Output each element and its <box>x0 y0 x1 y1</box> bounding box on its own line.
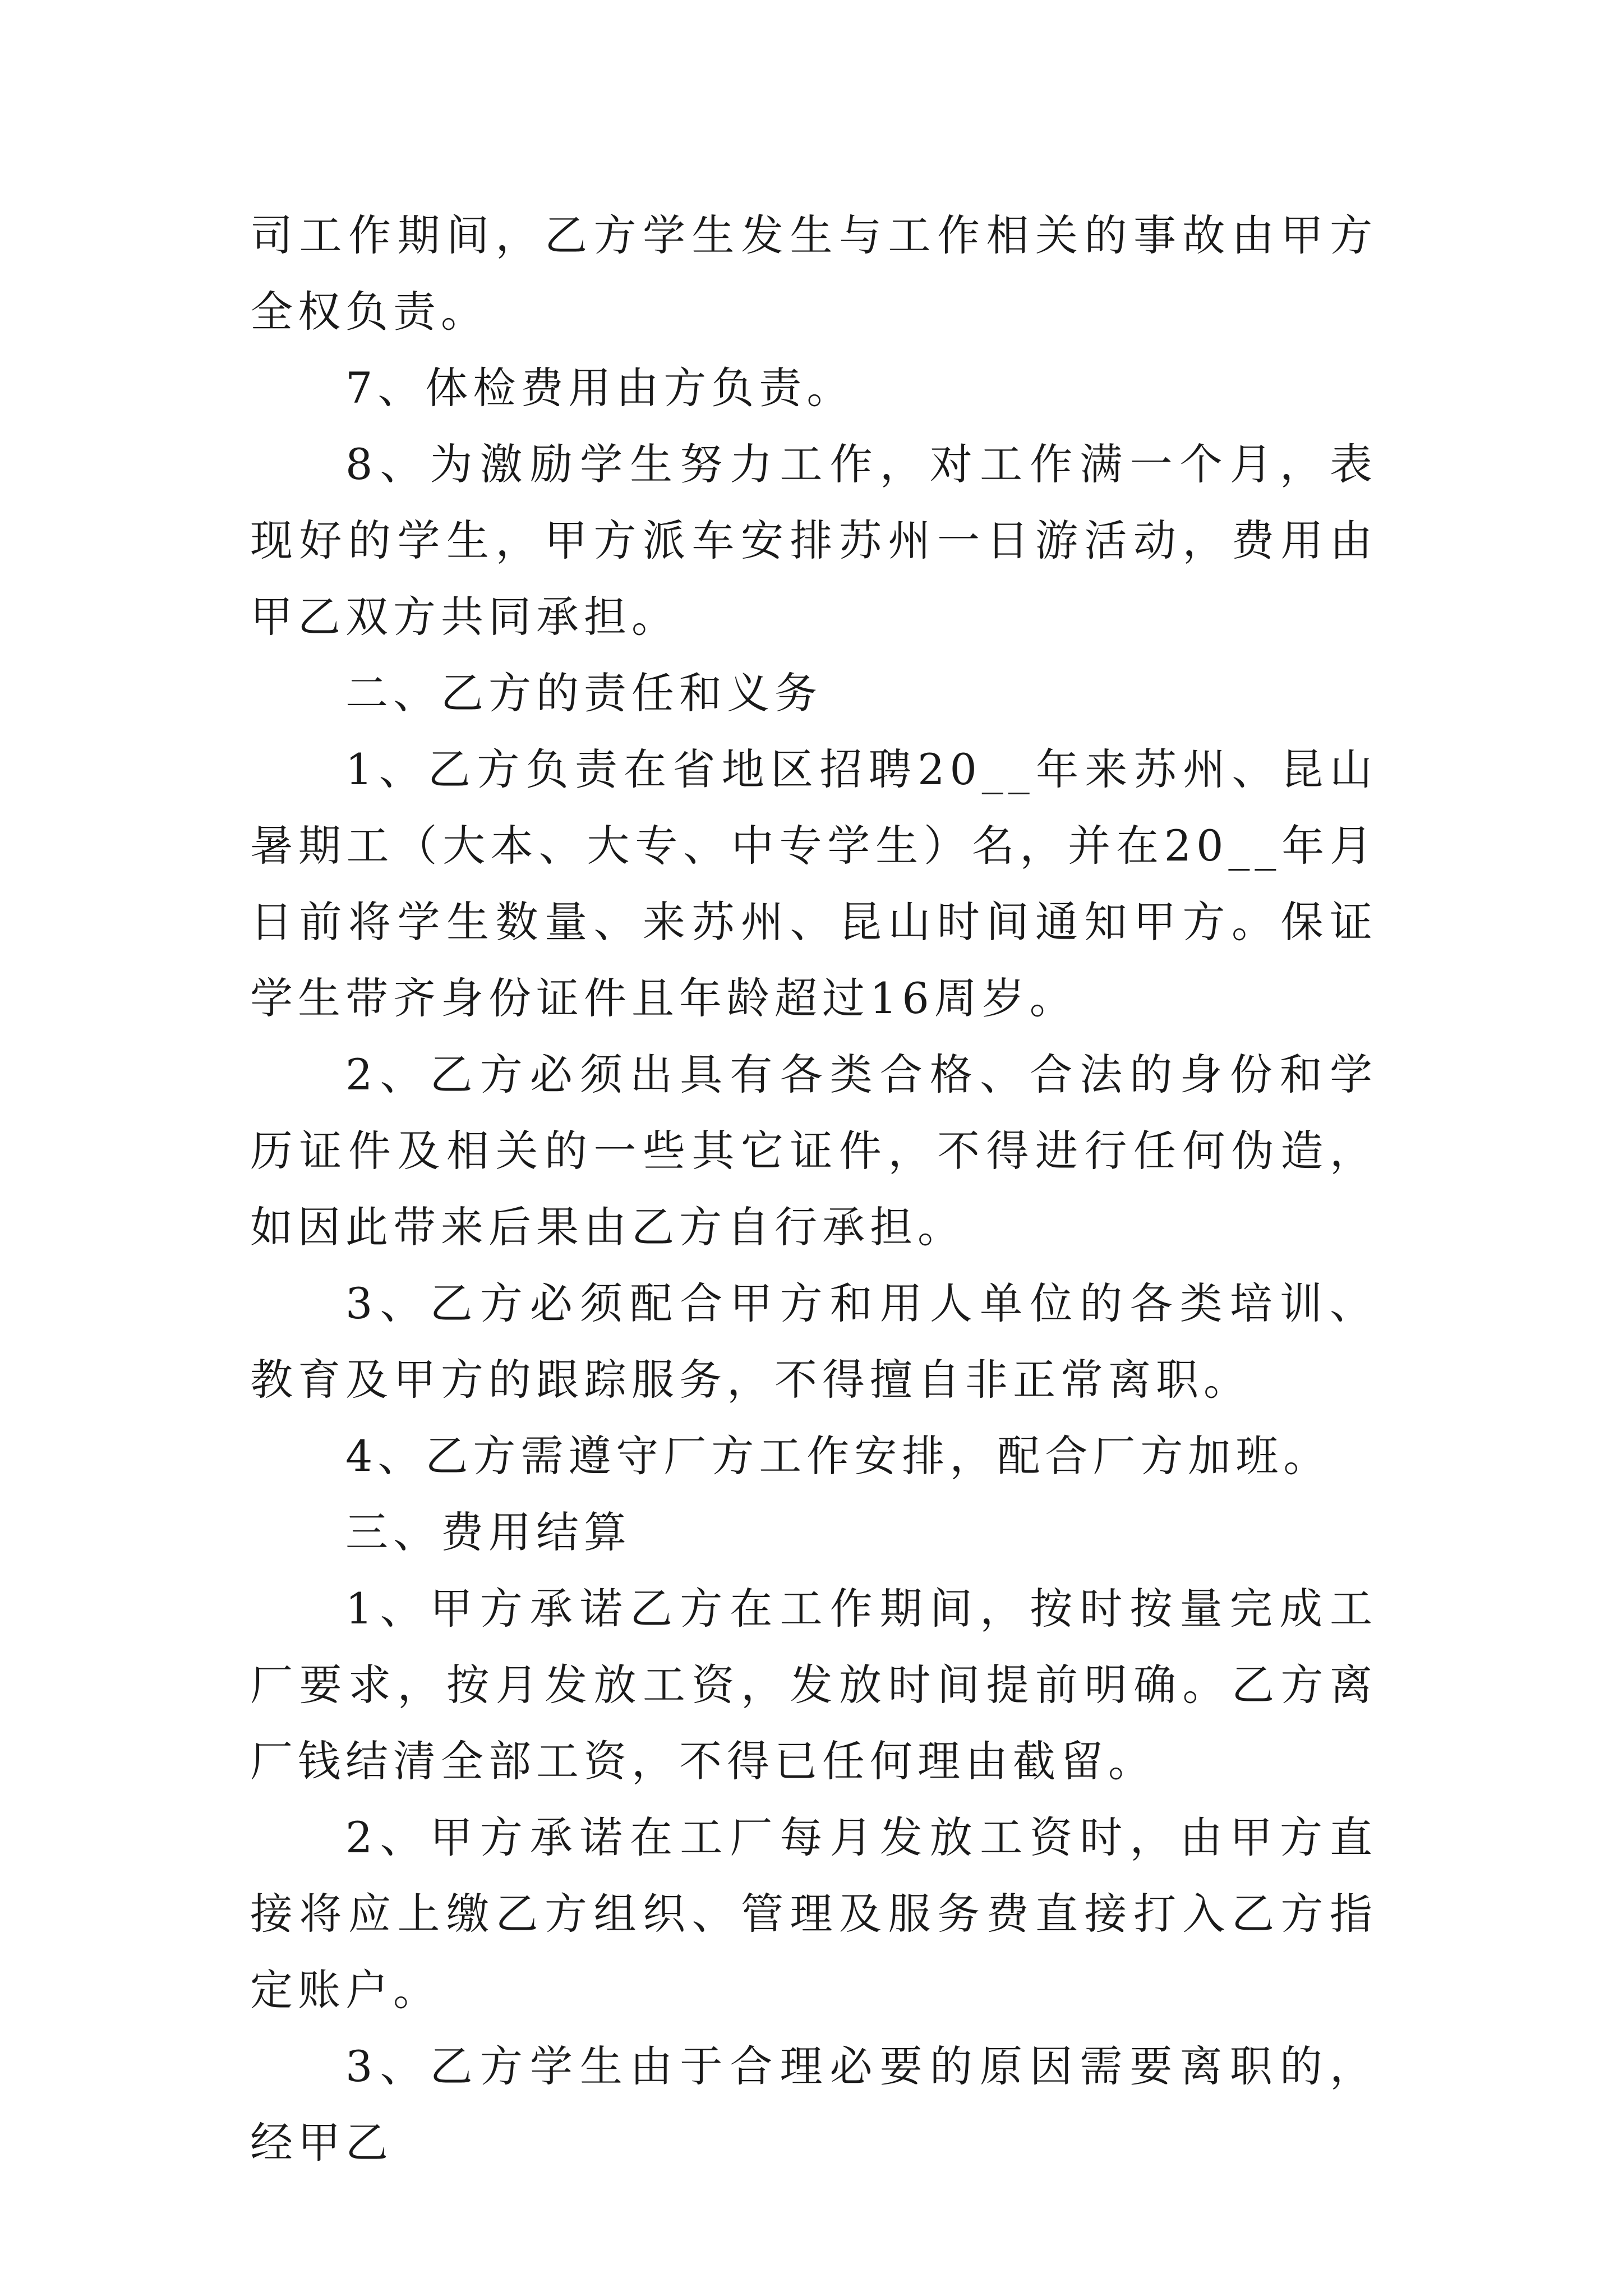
paragraph-continued: 司工作期间，乙方学生发生与工作相关的事故由甲方全权负责。 <box>250 210 1377 337</box>
paragraph-settlement-1: 1、甲方承诺乙方在工作期间，按时按量完成工厂要求，按月发放工资，发放时间提前明确。乙方离厂钱结清全部工资，不得已任何理由截留。 <box>250 1584 1377 1786</box>
paragraph-item-7: 7、体检费用由方负责。 <box>345 363 855 413</box>
section-heading-responsibilities: 二、乙方的责任和义务 <box>345 668 822 718</box>
paragraph-responsibility-3: 3、乙方必须配合甲方和用人单位的各类培训、教育及甲方的跟踪服务，不得擅自非正常离职。 <box>250 1278 1377 1405</box>
paragraph-responsibility-4: 4、乙方需遵守厂方工作安排，配合厂方加班。 <box>345 1431 1331 1481</box>
section-heading-settlement: 三、费用结算 <box>345 1507 631 1557</box>
paragraph-responsibility-1: 1、乙方负责在省地区招聘20__年来苏州、昆山暑期工（大本、大专、中专学生）名，并在20__年月日前将学生数量、来苏州、昆山时间通知甲方。保证学生带齐身份证件且年龄超过16周岁。 <box>250 744 1377 1023</box>
document-body <box>250 197 1377 2181</box>
paragraph-item-8: 8、为激励学生努力工作，对工作满一个月，表现好的学生，甲方派车安排苏州一日游活动，费用由甲乙双方共同承担。 <box>250 439 1377 642</box>
paragraph-responsibility-2: 2、乙方必须出具有各类合格、合法的身份和学历证件及相关的一些其它证件，不得进行任何伪造，如因此带来后果由乙方自行承担。 <box>250 1050 1377 1252</box>
paragraph-settlement-2: 2、甲方承诺在工厂每月发放工资时，由甲方直接将应上缴乙方组织、管理及服务费直接打入乙方指定账户。 <box>250 1812 1377 2015</box>
paragraph-settlement-3: 3、乙方学生由于合理必要的原因需要离职的，经甲乙 <box>250 2041 1377 2168</box>
